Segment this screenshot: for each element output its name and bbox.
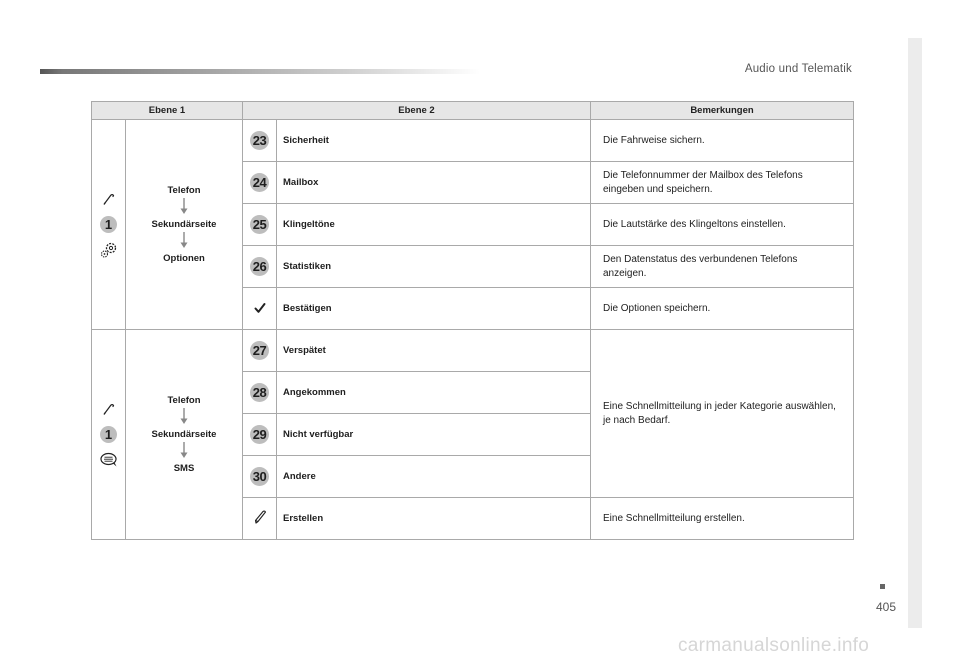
level1-menu-path	[126, 120, 243, 330]
item-note: Die Fahrweise sichern.	[591, 120, 854, 162]
settings-gear-icon	[99, 241, 119, 259]
down-arrow-icon	[179, 442, 189, 459]
header-remarks: Bemerkungen	[591, 102, 854, 120]
item-note: Die Lautstärke des Klingeltons einstellen.	[591, 204, 854, 246]
item-label: Bestätigen	[277, 288, 591, 330]
item-label: Statistiken	[277, 246, 591, 288]
item-note: Den Datenstatus des verbundenen Telefons anzeigen.	[591, 246, 854, 288]
check-icon	[250, 299, 270, 317]
down-arrow-icon	[179, 408, 189, 425]
step-badge: 24	[250, 173, 269, 192]
watermark: carmanualsonline.info	[678, 635, 870, 656]
down-arrow-icon	[179, 232, 189, 249]
menu-path-item: Telefon	[167, 394, 201, 406]
step-number: 1	[100, 426, 117, 443]
step-badge: 26	[250, 257, 269, 276]
item-label: Klingeltöne	[277, 204, 591, 246]
phone-icon	[99, 400, 119, 418]
menu-path-item: Telefon	[167, 184, 201, 196]
message-bubble-icon	[99, 451, 119, 469]
header-gradient-bar	[40, 69, 480, 74]
level1-menu-path	[126, 330, 243, 540]
item-note: Die Telefonnummer der Mailbox des Telefons eingeben und speichern.	[591, 162, 854, 204]
item-label: Andere	[277, 456, 591, 498]
step-badge: 30	[250, 467, 269, 486]
down-arrow-icon	[179, 198, 189, 215]
pencil-icon	[250, 508, 270, 526]
header-level2: Ebene 2	[243, 102, 591, 120]
level1-icons-cell	[92, 330, 126, 540]
item-label: Nicht verfügbar	[277, 414, 591, 456]
header-level1: Ebene 1	[92, 102, 243, 120]
item-label: Mailbox	[277, 162, 591, 204]
menu-path-item: SMS	[173, 462, 195, 474]
item-note: Die Optionen speichern.	[591, 288, 854, 330]
step-badge: 29	[250, 425, 269, 444]
menu-path-item: Sekundärseite	[151, 428, 217, 440]
table-row	[92, 330, 854, 372]
step-number: 1	[100, 216, 117, 233]
phone-icon	[99, 190, 119, 208]
menu-path-item: Optionen	[163, 252, 205, 264]
side-strip	[908, 38, 922, 628]
menu-table	[91, 101, 854, 540]
item-label: Erstellen	[277, 498, 591, 540]
table-row	[92, 120, 854, 162]
page-marker	[880, 584, 885, 589]
item-note: Eine Schnellmitteilung erstellen.	[591, 498, 854, 540]
item-label: Sicherheit	[277, 120, 591, 162]
level1-icons-cell	[92, 120, 126, 330]
page-number: 405	[876, 600, 897, 614]
menu-path-item: Sekundärseite	[151, 218, 217, 230]
item-label: Verspätet	[277, 330, 591, 372]
item-note: Eine Schnellmitteilung in jeder Kategorie auswählen, je nach Bedarf.	[591, 330, 854, 498]
step-badge: 23	[250, 131, 269, 150]
step-badge: 25	[250, 215, 269, 234]
item-label: Angekommen	[277, 372, 591, 414]
section-title: Audio und Telematik	[744, 63, 852, 75]
step-badge: 28	[250, 383, 269, 402]
table-header-row	[92, 102, 854, 120]
step-badge: 27	[250, 341, 269, 360]
